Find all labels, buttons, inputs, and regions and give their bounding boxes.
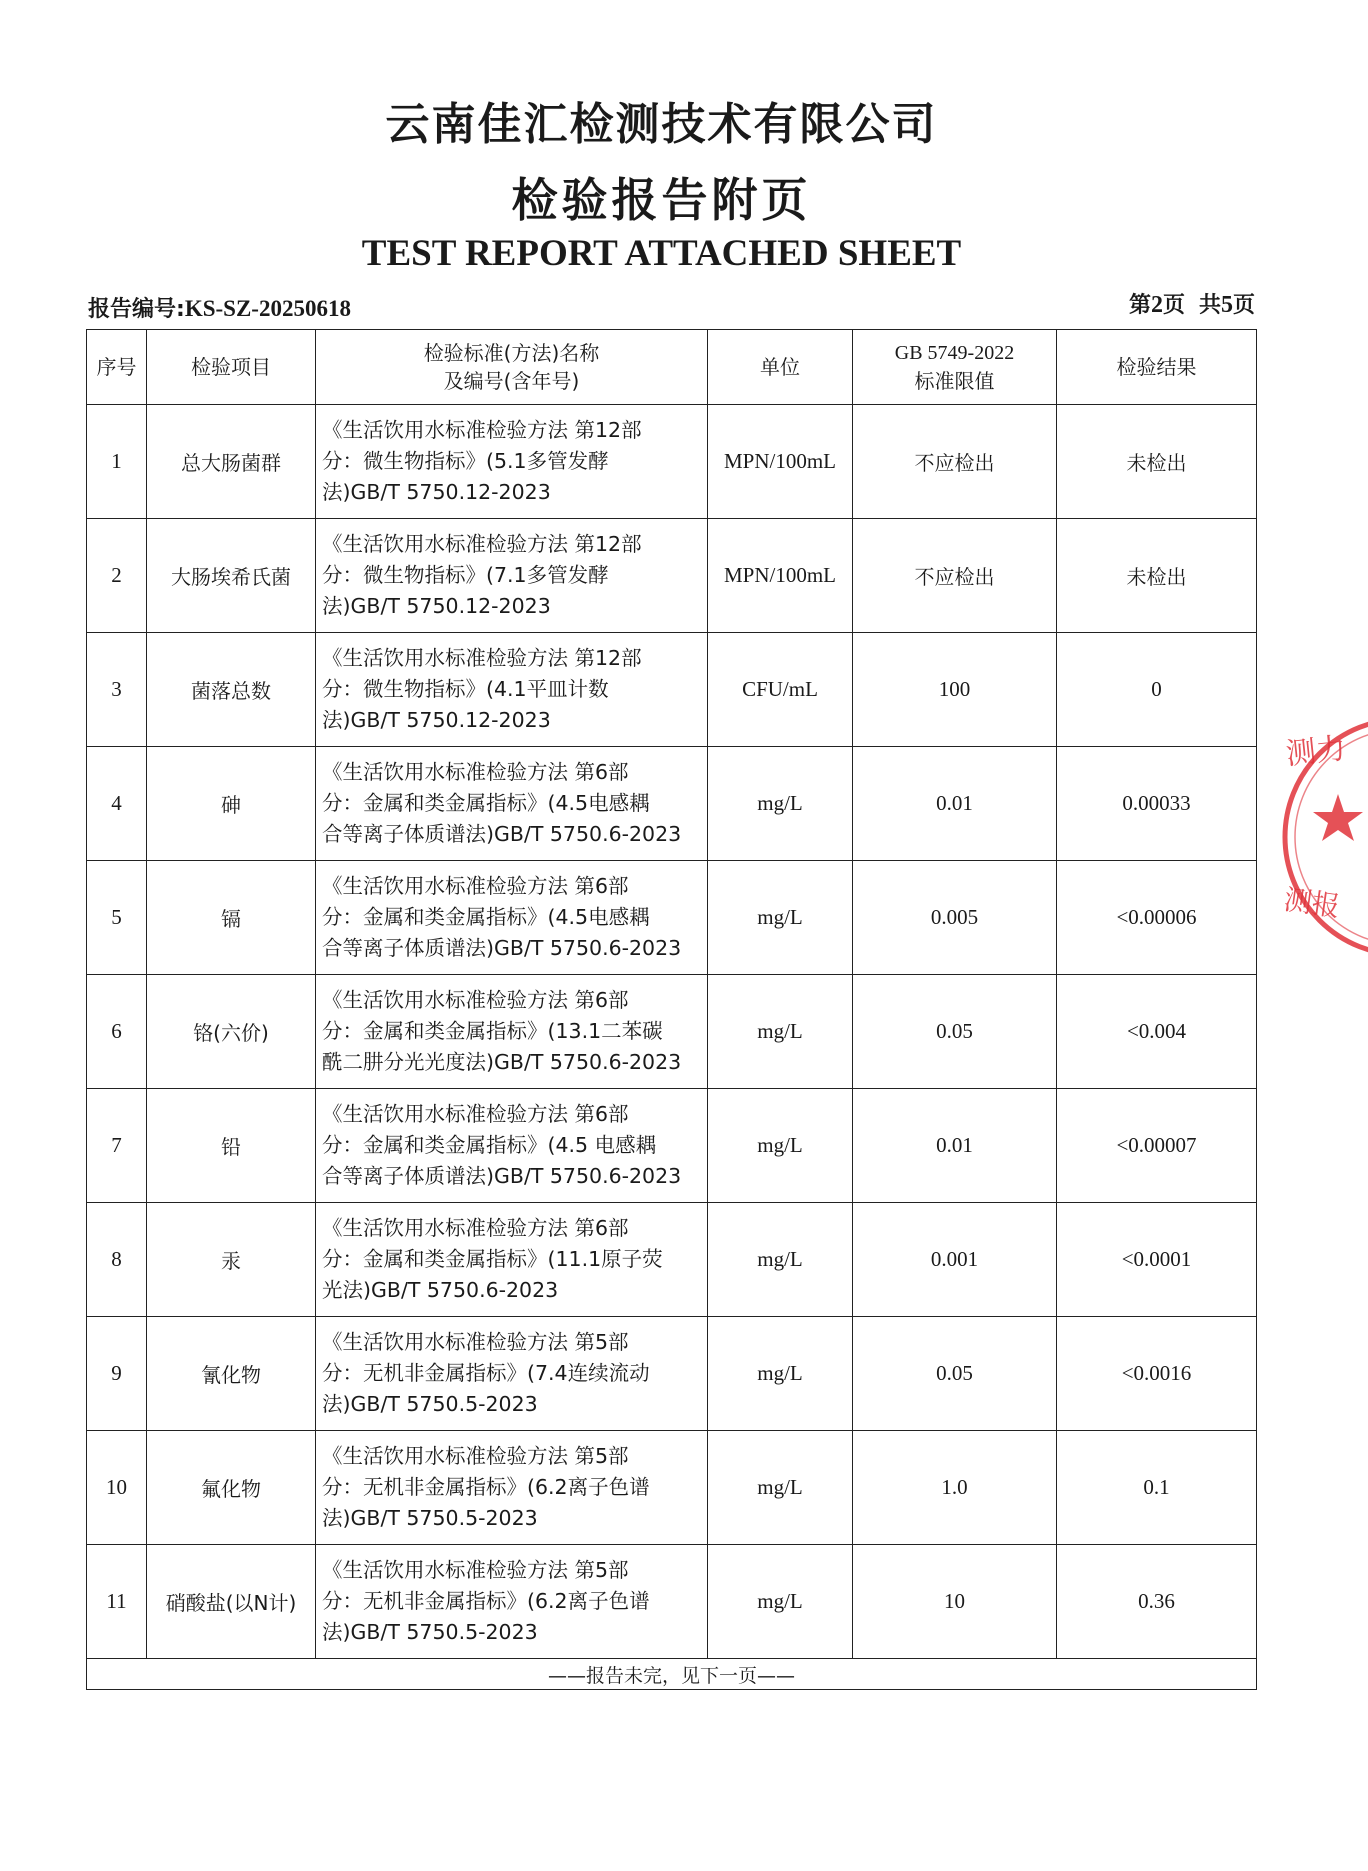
- method-line: 《生活饮用水标准检验方法 第5部: [322, 1558, 629, 1582]
- sheet-title-cn: 检验报告附页: [511, 173, 812, 227]
- method-line: 分：金属和类金属指标》(4.5电感耦: [322, 905, 650, 929]
- table-row: [87, 861, 1257, 975]
- method-line: 《生活饮用水标准检验方法 第6部: [322, 1102, 629, 1126]
- table-row: [87, 1431, 1257, 1545]
- method-line: 光法)GB/T 5750.6-2023: [322, 1278, 559, 1302]
- method-line: 分：无机非金属指标》(6.2离子色谱: [322, 1475, 650, 1499]
- col-seq: 序号: [87, 330, 147, 405]
- method-line: 分：微生物指标》(4.1平皿计数: [322, 677, 609, 701]
- page-total: 5: [1220, 292, 1233, 318]
- continued-note: ——报告未完，见下一页——: [87, 1659, 1257, 1690]
- cell-item: 砷: [147, 747, 316, 861]
- col-unit: 单位: [708, 330, 853, 405]
- cell-unit: mg/L: [708, 747, 853, 861]
- cell-method: [316, 975, 708, 1089]
- cell-seq: 9: [87, 1317, 147, 1431]
- report-number-label: 报告编号:: [88, 297, 185, 322]
- table-row: [87, 1089, 1257, 1203]
- cell-method: [316, 633, 708, 747]
- cell-item: 铬(六价): [147, 975, 316, 1089]
- method-line: 合等离子体质谱法)GB/T 5750.6-2023: [322, 936, 682, 960]
- cell-seq: 3: [87, 633, 147, 747]
- cell-method: [316, 861, 708, 975]
- cell-method: [316, 519, 708, 633]
- method-line: 合等离子体质谱法)GB/T 5750.6-2023: [322, 1164, 682, 1188]
- cell-seq: 4: [87, 747, 147, 861]
- cell-item: 镉: [147, 861, 316, 975]
- cell-unit: mg/L: [708, 975, 853, 1089]
- cell-result: 0.1: [1057, 1431, 1257, 1545]
- method-line: 分：微生物指标》(7.1多管发酵: [322, 563, 609, 587]
- cell-item: 总大肠菌群: [147, 405, 316, 519]
- page-current: 2: [1150, 292, 1163, 318]
- cell-method: [316, 1317, 708, 1431]
- cell-item: 菌落总数: [147, 633, 316, 747]
- cell-limit: 0.05: [853, 975, 1057, 1089]
- col-method-line2: 及编号(含年号): [443, 369, 580, 393]
- cell-limit: 1.0: [853, 1431, 1057, 1545]
- cell-result: <0.00006: [1057, 861, 1257, 975]
- cell-limit: 0.01: [853, 747, 1057, 861]
- cell-item: 氰化物: [147, 1317, 316, 1431]
- cell-seq: 10: [87, 1431, 147, 1545]
- report-number: [88, 292, 351, 323]
- method-line: 分：金属和类金属指标》(11.1原子荧: [322, 1247, 663, 1271]
- table-row: [87, 1203, 1257, 1317]
- total-unit: 页: [1232, 293, 1255, 318]
- method-line: 合等离子体质谱法)GB/T 5750.6-2023: [322, 822, 682, 846]
- cell-method: [316, 1089, 708, 1203]
- cell-result: <0.0001: [1057, 1203, 1257, 1317]
- method-line: 《生活饮用水标准检验方法 第12部: [322, 418, 642, 442]
- cell-seq: 11: [87, 1545, 147, 1659]
- cell-unit: mg/L: [708, 1317, 853, 1431]
- cell-method: [316, 405, 708, 519]
- method-line: 分：金属和类金属指标》(4.5电感耦: [322, 791, 650, 815]
- method-line: 分：金属和类金属指标》(13.1二苯碳: [322, 1019, 663, 1043]
- cell-item: 铅: [147, 1089, 316, 1203]
- page-unit: 页: [1162, 293, 1185, 318]
- method-line: 分：无机非金属指标》(7.4连续流动: [322, 1361, 650, 1385]
- cell-seq: 1: [87, 405, 147, 519]
- cell-unit: MPN/100mL: [708, 405, 853, 519]
- cell-limit: 0.05: [853, 1317, 1057, 1431]
- method-line: 法)GB/T 5750.5-2023: [322, 1392, 538, 1416]
- col-result: 检验结果: [1057, 330, 1257, 405]
- col-limit-line2: 标准限值: [914, 369, 995, 393]
- cell-method: [316, 1431, 708, 1545]
- cell-result: 0.36: [1057, 1545, 1257, 1659]
- table-header-row: [87, 330, 1257, 405]
- method-line: 《生活饮用水标准检验方法 第6部: [322, 1216, 629, 1240]
- col-item: 检验项目: [147, 330, 316, 405]
- cell-seq: 7: [87, 1089, 147, 1203]
- cell-limit: 不应检出: [853, 405, 1057, 519]
- method-line: 《生活饮用水标准检验方法 第12部: [322, 646, 642, 670]
- cell-result: 未检出: [1057, 519, 1257, 633]
- cell-unit: mg/L: [708, 1545, 853, 1659]
- table-row: [87, 747, 1257, 861]
- method-line: 《生活饮用水标准检验方法 第12部: [322, 532, 642, 556]
- cell-unit: mg/L: [708, 861, 853, 975]
- method-line: 《生活饮用水标准检验方法 第5部: [322, 1444, 629, 1468]
- method-line: 法)GB/T 5750.12-2023: [322, 594, 551, 618]
- method-line: 法)GB/T 5750.5-2023: [322, 1620, 538, 1644]
- table-row: [87, 633, 1257, 747]
- col-method-line1: 检验标准(方法)名称: [423, 341, 600, 365]
- cell-result: <0.00007: [1057, 1089, 1257, 1203]
- cell-item: 氟化物: [147, 1431, 316, 1545]
- cell-method: [316, 747, 708, 861]
- method-line: 《生活饮用水标准检验方法 第6部: [322, 760, 629, 784]
- method-line: 法)GB/T 5750.12-2023: [322, 480, 551, 504]
- method-line: 酰二肼分光光度法)GB/T 5750.6-2023: [322, 1050, 682, 1074]
- cell-result: <0.004: [1057, 975, 1257, 1089]
- cell-seq: 5: [87, 861, 147, 975]
- cell-result: 0: [1057, 633, 1257, 747]
- seal-text-bottom: 测报: [1281, 882, 1342, 924]
- method-line: 分：金属和类金属指标》(4.5 电感耦: [322, 1133, 657, 1157]
- seal-text-top: 测力: [1284, 731, 1348, 773]
- cell-item: 硝酸盐(以N计): [147, 1545, 316, 1659]
- cell-seq: 6: [87, 975, 147, 1089]
- seal-star-icon: [1313, 794, 1363, 841]
- col-limit: [853, 330, 1057, 405]
- cell-method: [316, 1203, 708, 1317]
- seal-graphic: [1278, 712, 1368, 962]
- cell-unit: mg/L: [708, 1203, 853, 1317]
- cell-unit: MPN/100mL: [708, 519, 853, 633]
- cell-limit: 10: [853, 1545, 1057, 1659]
- cell-result: 0.00033: [1057, 747, 1257, 861]
- method-line: 法)GB/T 5750.5-2023: [322, 1506, 538, 1530]
- cell-item: 汞: [147, 1203, 316, 1317]
- page-prefix: 第: [1128, 293, 1151, 318]
- method-line: 法)GB/T 5750.12-2023: [322, 708, 551, 732]
- cell-limit: 100: [853, 633, 1057, 747]
- cell-item: 大肠埃希氏菌: [147, 519, 316, 633]
- method-line: 分：无机非金属指标》(6.2离子色谱: [322, 1589, 650, 1613]
- total-prefix: 共: [1198, 293, 1221, 318]
- table-row: [87, 975, 1257, 1089]
- cell-result: <0.0016: [1057, 1317, 1257, 1431]
- cell-unit: mg/L: [708, 1431, 853, 1545]
- sheet-title-en: TEST REPORT ATTACHED SHEET: [361, 233, 962, 274]
- company-seal: [1278, 712, 1368, 962]
- results-table: [86, 329, 1257, 1690]
- col-limit-line1: GB 5749-2022: [894, 342, 1015, 364]
- cell-limit: 不应检出: [853, 519, 1057, 633]
- method-line: 分：微生物指标》(5.1多管发酵: [322, 449, 609, 473]
- table-row: [87, 405, 1257, 519]
- col-method: [316, 330, 708, 405]
- cell-seq: 2: [87, 519, 147, 633]
- table-row: [87, 519, 1257, 633]
- method-line: 《生活饮用水标准检验方法 第6部: [322, 988, 629, 1012]
- cell-result: 未检出: [1057, 405, 1257, 519]
- table-row: [87, 1317, 1257, 1431]
- method-line: 《生活饮用水标准检验方法 第6部: [322, 874, 629, 898]
- cell-unit: mg/L: [708, 1089, 853, 1203]
- cell-limit: 0.01: [853, 1089, 1057, 1203]
- table-row: [87, 1545, 1257, 1659]
- method-line: 《生活饮用水标准检验方法 第5部: [322, 1330, 629, 1354]
- cell-seq: 8: [87, 1203, 147, 1317]
- cell-method: [316, 1545, 708, 1659]
- cell-limit: 0.005: [853, 861, 1057, 975]
- table-footer-row: [87, 1659, 1257, 1690]
- page-indicator: [1129, 288, 1255, 319]
- cell-unit: CFU/mL: [708, 633, 853, 747]
- report-number-value: KS-SZ-20250618: [184, 296, 351, 321]
- cell-limit: 0.001: [853, 1203, 1057, 1317]
- company-name: 云南佳汇检测技术有限公司: [385, 99, 938, 150]
